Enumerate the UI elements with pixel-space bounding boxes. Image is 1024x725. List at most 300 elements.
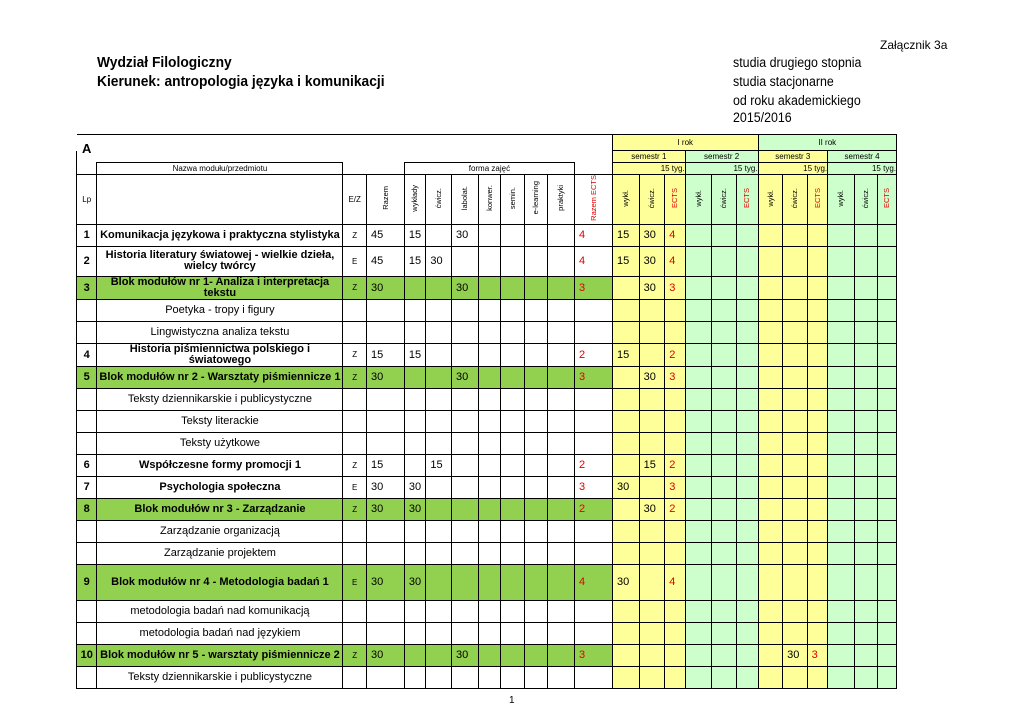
row-ects xyxy=(574,321,612,343)
sem2-ects xyxy=(736,454,758,476)
sem3-cwicz xyxy=(783,542,808,564)
sem4-cwicz xyxy=(854,644,878,666)
row-ez xyxy=(343,321,367,343)
row-elearning xyxy=(524,366,548,388)
sem1-wykl xyxy=(612,644,639,666)
module-name: Historia literatury światowej - wielkie dzieła, wielcy twórcy xyxy=(97,246,343,276)
row-lp xyxy=(77,542,97,564)
sem4-ects xyxy=(878,498,897,520)
row-konwer xyxy=(478,410,501,432)
row-cwicz xyxy=(426,321,452,343)
sem3-wykl xyxy=(758,388,783,410)
sem2-ects xyxy=(736,542,758,564)
sem4-cwicz xyxy=(854,224,878,246)
sem1-wykl xyxy=(612,666,639,688)
row-konwer xyxy=(478,276,501,299)
sem2-cwicz xyxy=(712,299,737,321)
row-cwicz: 30 xyxy=(426,246,452,276)
row-ez: Z xyxy=(343,454,367,476)
sem4-cwicz xyxy=(854,542,878,564)
module-name: Blok modułów nr 3 - Zarządzanie xyxy=(97,498,343,520)
row-semin xyxy=(501,666,525,688)
sem4-ects xyxy=(878,600,897,622)
row-wyklady xyxy=(404,542,426,564)
sem2-ects xyxy=(736,410,758,432)
row-ez: Z xyxy=(343,276,367,299)
row-wyklady xyxy=(404,432,426,454)
row-praktyki xyxy=(548,246,575,276)
row-semin xyxy=(501,498,525,520)
sem4-ects xyxy=(878,432,897,454)
row-ez: E xyxy=(343,476,367,498)
sem3-ects xyxy=(807,564,827,600)
sem3-wykl xyxy=(758,564,783,600)
row-elearning xyxy=(524,388,548,410)
row-semin xyxy=(501,454,525,476)
cwicz-sem3-header xyxy=(783,175,808,225)
row-cwicz xyxy=(426,432,452,454)
sem2-cwicz xyxy=(712,410,737,432)
row-cwicz xyxy=(426,299,452,321)
row-wyklady: 30 xyxy=(404,476,426,498)
row-praktyki xyxy=(548,366,575,388)
sem1-wykl xyxy=(612,498,639,520)
row-semin xyxy=(501,246,525,276)
sem1-cwicz xyxy=(639,432,665,454)
row-razem xyxy=(366,299,404,321)
row-ects: 4 xyxy=(574,224,612,246)
sem2-cwicz xyxy=(712,276,737,299)
sem3-wykl xyxy=(758,246,783,276)
sem2-cwicz xyxy=(712,366,737,388)
module-row xyxy=(77,476,897,498)
cwicz-sem4-header xyxy=(854,175,878,225)
sem2-wykl xyxy=(685,666,712,688)
sem1-wykl xyxy=(612,454,639,476)
row-cwicz xyxy=(426,388,452,410)
row-elearning xyxy=(524,224,548,246)
sem3-cwicz xyxy=(783,564,808,600)
sem4-wykl xyxy=(828,542,855,564)
row-lp xyxy=(77,299,97,321)
sem4-wykl xyxy=(828,622,855,644)
sem3-wykl xyxy=(758,542,783,564)
sem4-cwicz xyxy=(854,476,878,498)
sem4-ects xyxy=(878,644,897,666)
submodule-name: Teksty literackie xyxy=(97,410,343,432)
row-cwicz: 15 xyxy=(426,454,452,476)
sem2-ects xyxy=(736,622,758,644)
sem2-ects xyxy=(736,299,758,321)
sem1-wykl xyxy=(612,388,639,410)
sem2-ects xyxy=(736,666,758,688)
sem4-cwicz xyxy=(854,299,878,321)
sem3-wykl xyxy=(758,410,783,432)
sem3-wykl xyxy=(758,498,783,520)
sem2-wykl xyxy=(685,388,712,410)
row-razem: 30 xyxy=(366,644,404,666)
row-elearning xyxy=(524,410,548,432)
sem3-wykl xyxy=(758,644,783,666)
sem2-cwicz xyxy=(712,321,737,343)
row-konwer xyxy=(478,343,501,366)
page-number: 1 xyxy=(509,695,515,706)
row-labolat xyxy=(452,343,479,366)
row-razem xyxy=(366,600,404,622)
row-praktyki xyxy=(548,276,575,299)
sem1-cwicz: 30 xyxy=(639,224,665,246)
sem2-wykl xyxy=(685,410,712,432)
row-praktyki xyxy=(548,542,575,564)
sem3-ects xyxy=(807,388,827,410)
sem4-ects xyxy=(878,564,897,600)
sem4-ects xyxy=(878,343,897,366)
sem4-wykl xyxy=(828,224,855,246)
sem2-ects xyxy=(736,520,758,542)
sem4-wykl xyxy=(828,410,855,432)
praktyki-column-header xyxy=(548,175,575,225)
row-ects xyxy=(574,542,612,564)
module-row xyxy=(77,224,897,246)
row-razem xyxy=(366,410,404,432)
row-praktyki xyxy=(548,224,575,246)
sem4-cwicz xyxy=(854,388,878,410)
sem3-cwicz: 30 xyxy=(783,644,808,666)
row-cwicz xyxy=(426,644,452,666)
row-ects: 2 xyxy=(574,498,612,520)
sem1-header: semestr 1 xyxy=(612,151,685,163)
row-praktyki xyxy=(548,564,575,600)
sem3-wykl xyxy=(758,321,783,343)
sem1-ects: 2 xyxy=(665,454,685,476)
sem4-ects xyxy=(878,622,897,644)
row-elearning xyxy=(524,666,548,688)
sem1-ects: 2 xyxy=(665,343,685,366)
row-semin xyxy=(501,224,525,246)
sem3-ects xyxy=(807,366,827,388)
sem4-wykl xyxy=(828,388,855,410)
row-konwer xyxy=(478,321,501,343)
row-ects: 3 xyxy=(574,276,612,299)
row-lp xyxy=(77,520,97,542)
sem1-ects xyxy=(665,432,685,454)
row-wyklady xyxy=(404,644,426,666)
module-name: Blok modułów nr 1- Analiza i interpretacja tekstu xyxy=(97,276,343,299)
row-elearning xyxy=(524,542,548,564)
row-praktyki xyxy=(548,666,575,688)
annex-label: Załącznik 3a xyxy=(880,38,948,52)
sem2-ects xyxy=(736,644,758,666)
sem1-wykl: 15 xyxy=(612,343,639,366)
row-cwicz xyxy=(426,224,452,246)
submodule-row xyxy=(77,410,897,432)
sem1-cwicz: 30 xyxy=(639,498,665,520)
sem4-cwicz xyxy=(854,622,878,644)
sem2-ects xyxy=(736,564,758,600)
row-lp xyxy=(77,622,97,644)
row-ez xyxy=(343,432,367,454)
cwicz-sem3-header-text: ćwicz. xyxy=(790,187,800,209)
row-labolat xyxy=(452,520,479,542)
row-labolat xyxy=(452,432,479,454)
row-cwicz xyxy=(426,542,452,564)
sem4-wykl xyxy=(828,343,855,366)
sem2-wykl xyxy=(685,498,712,520)
row-wyklady: 15 xyxy=(404,343,426,366)
row-lp: 6 xyxy=(77,454,97,476)
row-labolat xyxy=(452,454,479,476)
submodule-name: metodologia badań nad komunikacją xyxy=(97,600,343,622)
sem2-header: semestr 2 xyxy=(685,151,758,163)
lp-column-header: Lp xyxy=(77,175,97,225)
sem4-cwicz xyxy=(854,600,878,622)
row-razem xyxy=(366,520,404,542)
row-ez: Z xyxy=(343,644,367,666)
sem2-wykl xyxy=(685,542,712,564)
row-razem xyxy=(366,432,404,454)
konwer-column-header-text: konwer. xyxy=(484,184,494,211)
sem1-cwicz xyxy=(639,476,665,498)
submodule-name: Poetyka - tropy i figury xyxy=(97,299,343,321)
row-ects: 3 xyxy=(574,644,612,666)
row-semin xyxy=(501,299,525,321)
row-wyklady: 30 xyxy=(404,498,426,520)
row-praktyki xyxy=(548,600,575,622)
sem3-header: semestr 3 xyxy=(758,151,828,163)
row-praktyki xyxy=(548,410,575,432)
row-konwer xyxy=(478,476,501,498)
sem3-cwicz xyxy=(783,246,808,276)
row-konwer xyxy=(478,564,501,600)
module-row xyxy=(77,564,897,600)
row-semin xyxy=(501,321,525,343)
submodule-row xyxy=(77,622,897,644)
row-lp: 5 xyxy=(77,366,97,388)
sem3-ects xyxy=(807,600,827,622)
sem4-weeks: 15 tyg. xyxy=(828,163,897,175)
module-name: Blok modułów nr 2 - Warsztaty piśmiennicze 1 xyxy=(97,366,343,388)
faculty-title: Wydział Filologiczny xyxy=(97,54,232,71)
sem1-cwicz xyxy=(639,644,665,666)
sem1-ects: 3 xyxy=(665,276,685,299)
row-ez: E xyxy=(343,246,367,276)
sem2-cwicz xyxy=(712,388,737,410)
cwicz-sem4-header-text: ćwicz. xyxy=(861,187,871,209)
sem2-wykl xyxy=(685,476,712,498)
row-ects: 3 xyxy=(574,366,612,388)
row-labolat xyxy=(452,666,479,688)
row-razem xyxy=(366,666,404,688)
sem3-cwicz xyxy=(783,498,808,520)
row-wyklady xyxy=(404,622,426,644)
row-razem xyxy=(366,388,404,410)
row-wyklady xyxy=(404,600,426,622)
row-ez xyxy=(343,410,367,432)
sem1-wykl xyxy=(612,321,639,343)
row-praktyki xyxy=(548,476,575,498)
sem4-ects xyxy=(878,224,897,246)
row-semin xyxy=(501,600,525,622)
row-wyklady xyxy=(404,454,426,476)
row-wyklady xyxy=(404,276,426,299)
row-lp: 4 xyxy=(77,343,97,366)
row-lp: 1 xyxy=(77,224,97,246)
submodule-name: Lingwistyczna analiza tekstu xyxy=(97,321,343,343)
sem2-ects xyxy=(736,276,758,299)
row-razem: 30 xyxy=(366,564,404,600)
sem2-wykl xyxy=(685,564,712,600)
submodule-row xyxy=(77,299,897,321)
row-semin xyxy=(501,622,525,644)
razem-column-header-text: Razem xyxy=(380,186,390,210)
row-cwicz xyxy=(426,276,452,299)
sem3-cwicz xyxy=(783,224,808,246)
sem1-wykl: 15 xyxy=(612,224,639,246)
cwicz-sem1-header-text: ćwicz. xyxy=(647,187,657,209)
sem3-cwicz xyxy=(783,432,808,454)
sem1-ects: 3 xyxy=(665,366,685,388)
sem4-cwicz xyxy=(854,498,878,520)
sem2-ects xyxy=(736,321,758,343)
sem1-cwicz xyxy=(639,343,665,366)
row-ects: 2 xyxy=(574,454,612,476)
sem3-ects: 3 xyxy=(807,644,827,666)
row-ects xyxy=(574,622,612,644)
ects-sem1-header-text: ECTS xyxy=(670,187,680,208)
study-level: studia drugiego stopnia xyxy=(733,55,862,70)
sem2-wykl xyxy=(685,622,712,644)
sem3-cwicz xyxy=(783,366,808,388)
sem1-wykl xyxy=(612,366,639,388)
row-razem xyxy=(366,321,404,343)
sem1-cwicz xyxy=(639,388,665,410)
sem3-wykl xyxy=(758,276,783,299)
sem4-ects xyxy=(878,388,897,410)
submodule-row xyxy=(77,432,897,454)
semin-column-header xyxy=(501,175,525,225)
sem2-wykl xyxy=(685,246,712,276)
sem4-ects xyxy=(878,542,897,564)
sem1-ects: 4 xyxy=(665,224,685,246)
sem1-wykl xyxy=(612,622,639,644)
sem4-cwicz xyxy=(854,666,878,688)
row-ez xyxy=(343,520,367,542)
sem3-ects xyxy=(807,432,827,454)
row-konwer xyxy=(478,520,501,542)
sem4-wykl xyxy=(828,432,855,454)
row-semin xyxy=(501,520,525,542)
row-cwicz xyxy=(426,622,452,644)
sem2-cwicz xyxy=(712,644,737,666)
sem1-ects xyxy=(665,410,685,432)
sem2-ects xyxy=(736,476,758,498)
row-ez xyxy=(343,622,367,644)
sem1-ects xyxy=(665,388,685,410)
sem4-cwicz xyxy=(854,276,878,299)
sem3-ects xyxy=(807,498,827,520)
sem2-wykl xyxy=(685,321,712,343)
wykl-sem3-header xyxy=(758,175,783,225)
module-row xyxy=(77,343,897,366)
sem2-cwicz xyxy=(712,666,737,688)
row-cwicz xyxy=(426,498,452,520)
sem2-wykl xyxy=(685,299,712,321)
row-ects xyxy=(574,432,612,454)
from-year-label: od roku akademickiego xyxy=(733,93,861,108)
row-razem: 30 xyxy=(366,276,404,299)
row-ez xyxy=(343,666,367,688)
row-ez xyxy=(343,299,367,321)
sem2-wykl xyxy=(685,432,712,454)
sem1-wykl xyxy=(612,432,639,454)
sem2-cwicz xyxy=(712,246,737,276)
submodule-row xyxy=(77,666,897,688)
row-cwicz xyxy=(426,666,452,688)
sem1-cwicz xyxy=(639,410,665,432)
row-elearning xyxy=(524,246,548,276)
row-elearning xyxy=(524,476,548,498)
sem4-wykl xyxy=(828,276,855,299)
row-labolat xyxy=(452,246,479,276)
row-elearning xyxy=(524,343,548,366)
ects-sem3-header-text: ECTS xyxy=(812,187,822,208)
module-row xyxy=(77,498,897,520)
wyklady-column-header-text: wykłady xyxy=(410,184,420,212)
sem4-cwicz xyxy=(854,432,878,454)
sem3-cwicz xyxy=(783,388,808,410)
submodule-row xyxy=(77,321,897,343)
sem4-ects xyxy=(878,410,897,432)
row-lp xyxy=(77,432,97,454)
sem1-ects xyxy=(665,622,685,644)
cwicz-column-header-text: ćwicz. xyxy=(433,187,443,209)
sem3-cwicz xyxy=(783,299,808,321)
row-ez: Z xyxy=(343,366,367,388)
row-ez: Z xyxy=(343,498,367,520)
sem4-wykl xyxy=(828,644,855,666)
row-wyklady xyxy=(404,366,426,388)
submodule-row xyxy=(77,600,897,622)
sem1-wykl xyxy=(612,520,639,542)
sem1-wykl xyxy=(612,600,639,622)
row-elearning xyxy=(524,622,548,644)
row-praktyki xyxy=(548,498,575,520)
sem3-ects xyxy=(807,321,827,343)
module-name: Komunikacja językowa i praktyczna stylistyka xyxy=(97,224,343,246)
row-elearning xyxy=(524,564,548,600)
row-ects: 3 xyxy=(574,476,612,498)
row-lp: 9 xyxy=(77,564,97,600)
sem4-ects xyxy=(878,321,897,343)
module-row xyxy=(77,276,897,299)
academic-year: 2015/2016 xyxy=(733,110,792,125)
sem1-cwicz: 30 xyxy=(639,366,665,388)
row-ects: 4 xyxy=(574,564,612,600)
row-cwicz xyxy=(426,476,452,498)
submodule-row xyxy=(77,520,897,542)
sem4-ects xyxy=(878,666,897,688)
row-ez: Z xyxy=(343,224,367,246)
sem1-ects xyxy=(665,600,685,622)
sem1-weeks: 15 tyg. xyxy=(612,163,685,175)
cwicz-column-header xyxy=(426,175,452,225)
row-lp: 2 xyxy=(77,246,97,276)
sem3-ects xyxy=(807,299,827,321)
row-wyklady xyxy=(404,321,426,343)
row-semin xyxy=(501,276,525,299)
sem3-cwicz xyxy=(783,276,808,299)
sem1-cwicz xyxy=(639,600,665,622)
